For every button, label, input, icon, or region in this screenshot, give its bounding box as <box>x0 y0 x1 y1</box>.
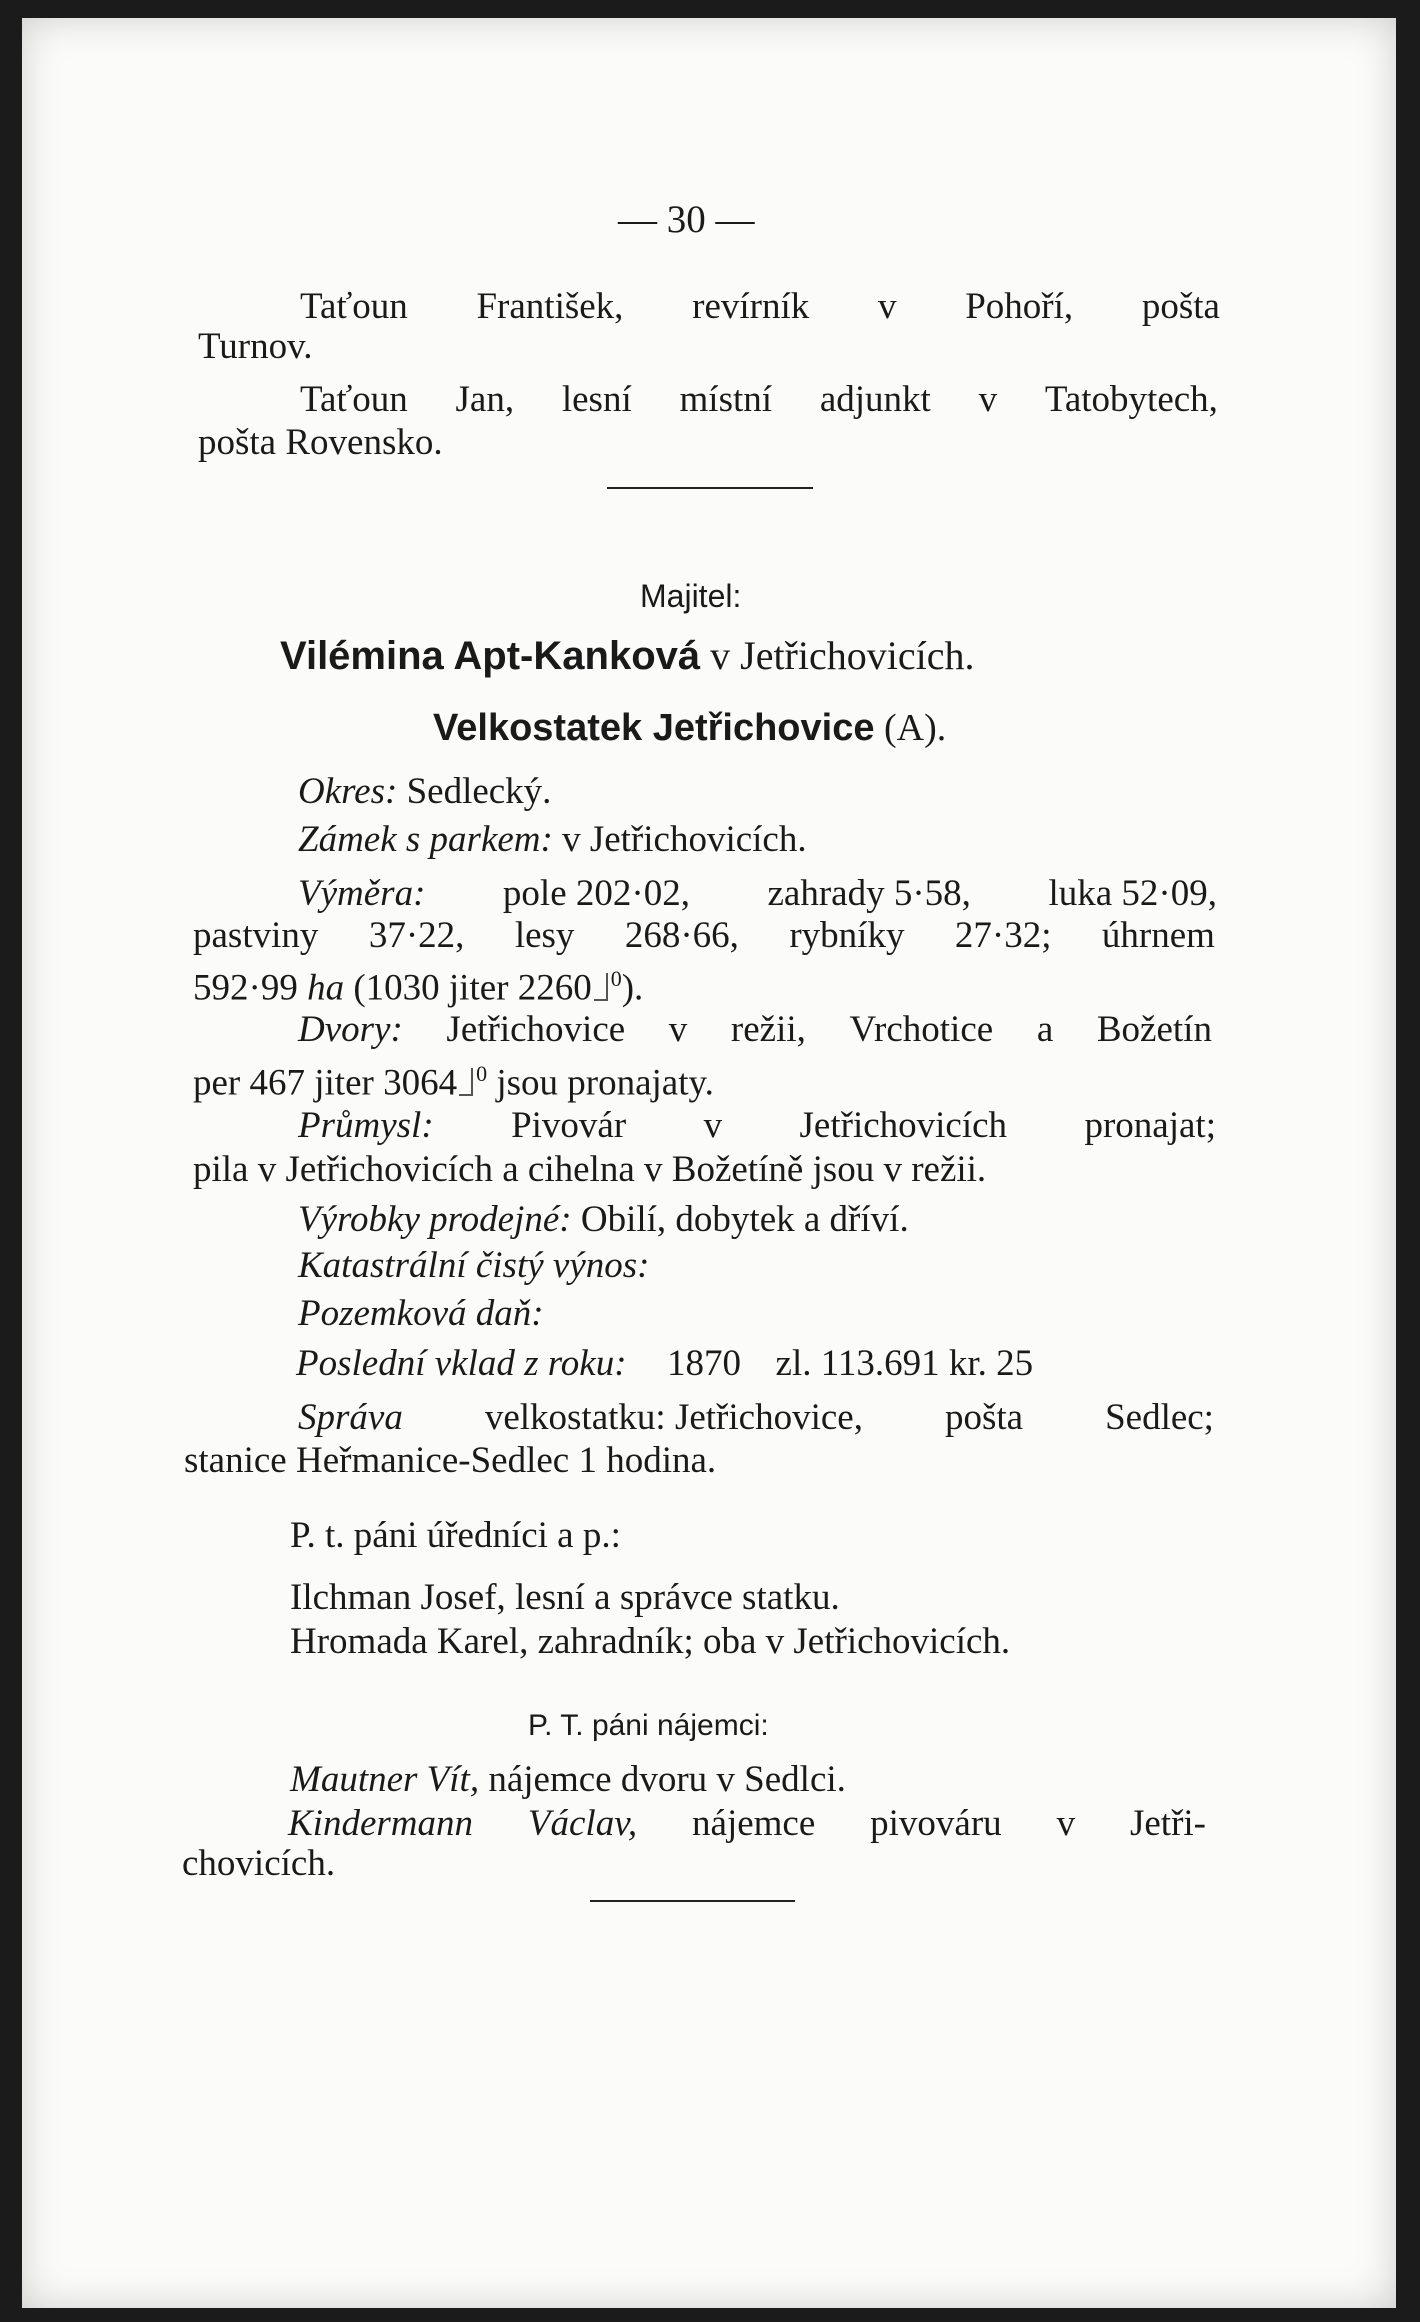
tenant-entry <box>290 1758 846 1802</box>
officials-heading: P. t. páni úředníci a p.: <box>290 1515 621 1556</box>
prumysl-line: pila v Jetřichovicích a cihelna v Božetíně jsou v režii. <box>193 1149 987 1190</box>
official-entry: Hromada Karel, zahradník; oba v Jetřichovicích. <box>290 1621 1011 1662</box>
area-word: úhrnem <box>1101 915 1215 956</box>
prumysl-word: Jetřichovicích <box>799 1105 1008 1146</box>
dvory-line <box>193 1052 714 1105</box>
sprava-word: velkostatku: Jetřichovice, <box>484 1397 863 1438</box>
estate-name: Velkostatek Jetřichovice <box>433 707 875 749</box>
vyrobky-label: Výrobky prodejné: <box>298 1199 572 1240</box>
vklad-line <box>296 1342 1033 1386</box>
sprava-label: Správa <box>298 1397 403 1438</box>
area-unit: ha <box>307 967 345 1009</box>
entry-word: revírník <box>692 286 810 327</box>
entry-line <box>300 378 1218 422</box>
entry-word: v <box>877 286 897 327</box>
prumysl-word: Pivovár <box>511 1105 627 1146</box>
entry-word: v <box>978 379 998 420</box>
entry-line: Turnov. <box>198 326 313 367</box>
tenant-word: Jetři- <box>1129 1803 1206 1844</box>
entry-word: lesní <box>561 379 632 420</box>
tenant-name: Mautner Vít, <box>290 1759 480 1800</box>
area-word: 37·22, <box>368 915 465 956</box>
dvory-word: Vrchotice <box>849 1009 994 1050</box>
total-area: 592·99 <box>193 967 298 1009</box>
entry-word: Taťoun <box>300 286 408 327</box>
dvory-word: v <box>668 1009 688 1050</box>
owner-label: Majitel: <box>640 578 742 614</box>
vymera-line <box>193 914 1215 958</box>
dvory-word: Božetín <box>1096 1009 1212 1050</box>
area-value: zahrady 5·58, <box>767 873 971 914</box>
area-word: 27·32; <box>954 915 1052 956</box>
page-number: — 30 — <box>618 198 755 241</box>
vymera-line <box>193 957 643 1010</box>
entry-word: Tatobytech, <box>1044 379 1218 420</box>
area-value: pole 202·02, <box>502 873 690 914</box>
square-fathom-icon <box>594 973 608 1001</box>
tenant-word: nájemce <box>692 1803 816 1844</box>
vymera-line <box>298 872 1217 916</box>
katastr-label: Katastrální čistý výnos: <box>298 1245 650 1286</box>
okres-value: Sedlecký. <box>406 771 552 812</box>
dvory-word: režii, <box>730 1009 806 1050</box>
tenant-entry <box>288 1802 1206 1846</box>
prumysl-word: v <box>703 1105 723 1146</box>
tenant-desc: nájemce dvoru v Sedlci. <box>488 1759 846 1800</box>
area-word: rybníky <box>789 915 905 956</box>
zamek-label: Zámek s parkem: <box>298 819 553 860</box>
prumysl-word: pronajat; <box>1084 1105 1216 1146</box>
entry-word: Jan, <box>455 379 515 420</box>
area-value: luka 52·09, <box>1048 873 1217 914</box>
okres-line <box>298 770 551 814</box>
entry-word: František, <box>476 286 624 327</box>
zamek-line <box>298 818 807 862</box>
entry-line <box>300 285 1220 329</box>
vyrobky-value: Obilí, dobytek a dříví. <box>580 1199 909 1240</box>
area-jiter: (1030 jiter 2260 <box>353 967 592 1009</box>
entry-word: adjunkt <box>819 379 931 420</box>
prumysl-line <box>298 1104 1216 1148</box>
vklad-year: 1870 <box>667 1343 742 1384</box>
unit-superscript: 0 <box>476 1061 488 1086</box>
estate-suffix: (A). <box>883 707 947 749</box>
official-entry: Ilchman Josef, lesní a správce statku. <box>290 1577 840 1618</box>
entry-line: pošta Rovensko. <box>198 422 443 463</box>
dvory-label: Dvory: <box>298 1009 403 1050</box>
sprava-word: pošta <box>944 1397 1024 1438</box>
dan-label: Pozemková daň: <box>298 1293 544 1334</box>
zamek-value: v Jetřichovicích. <box>562 819 807 860</box>
square-fathom-icon <box>459 1068 473 1096</box>
prumysl-label: Průmysl: <box>298 1105 434 1146</box>
tenant-word: v <box>1056 1803 1076 1844</box>
entry-word: Taťoun <box>300 379 408 420</box>
dvory-text: jsou pronajaty. <box>496 1062 714 1104</box>
owner-line <box>280 634 974 678</box>
entry-word: místní <box>679 379 773 420</box>
vklad-label: Poslední vklad z roku: <box>296 1343 627 1384</box>
tenants-heading: P. T. páni nájemci: <box>528 1709 769 1742</box>
section-divider <box>607 487 813 489</box>
owner-name: Vilémina Apt-Kanková <box>280 634 701 678</box>
unit-superscript: 0 <box>610 966 622 991</box>
tenant-name: Václav, <box>527 1803 638 1844</box>
vklad-amount: zl. 113.691 kr. 25 <box>775 1343 1034 1384</box>
vymera-label: Výměra: <box>298 873 426 914</box>
vyrobky-line <box>298 1198 909 1242</box>
dvory-word: a <box>1036 1009 1054 1050</box>
area-word: lesy <box>514 915 575 956</box>
dvory-line <box>298 1008 1212 1052</box>
estate-title <box>433 706 946 750</box>
dvory-text: per 467 jiter 3064 <box>193 1062 458 1104</box>
tenant-word: pivováru <box>870 1803 1002 1844</box>
sprava-word: Sedlec; <box>1105 1397 1214 1438</box>
area-close: ). <box>621 967 644 1009</box>
entry-word: pošta <box>1141 286 1220 327</box>
sprava-line <box>298 1396 1214 1440</box>
sprava-line: stanice Heřmanice-Sedlec 1 hodina. <box>184 1440 717 1481</box>
area-word: 268·66, <box>624 915 739 956</box>
entry-word: Pohoří, <box>965 286 1074 327</box>
tenant-name: Kindermann <box>288 1803 473 1844</box>
okres-label: Okres: <box>298 771 398 812</box>
section-divider <box>590 1900 795 1902</box>
dvory-word: Jetřichovice <box>446 1009 626 1050</box>
area-word: pastviny <box>193 915 319 956</box>
owner-place: v Jetřichovicích. <box>710 633 975 678</box>
tenant-entry: chovicích. <box>182 1843 336 1884</box>
